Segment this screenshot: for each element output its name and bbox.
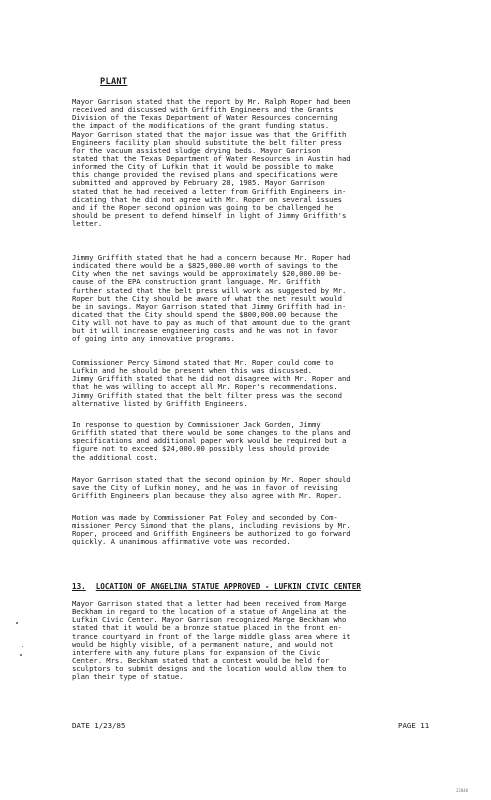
- page-number: PAGE 11: [398, 721, 430, 730]
- text-line: Division of the Texas Department of Water Resources concerning: [72, 114, 338, 123]
- text-line: informed the City of Lufkin that it would be possible to make: [72, 163, 334, 172]
- section-title: [72, 582, 452, 591]
- text-line: In response to question by Commissioner Jack Gorden, Jimmy: [72, 421, 321, 429]
- text-line: City will not have to pay as much of that amount due to the grant: [72, 319, 351, 328]
- text-line: figure not to exceed $24,000.00 possibly less should provide: [72, 445, 330, 454]
- text-line: trance courtyard in front of the large middle glass area where it: [72, 632, 351, 641]
- text-line: Jimmy Griffith stated that he did not disagree with Mr. Roper and: [72, 375, 351, 384]
- text-line: this change provided the revised plans and specifications were: [72, 171, 338, 180]
- text-line: Jimmy Griffith stated that the belt filter press was the second: [72, 391, 342, 400]
- text-line: submitted and approved by February 28, 1985. Mayor Garrison: [72, 179, 325, 188]
- text-line: Mayor Garrison stated that the report by Mr. Ralph Roper had been: [72, 98, 351, 106]
- paragraph-statue: [72, 600, 444, 681]
- text-line: Jimmy Griffith stated that he had a concern because Mr. Roper had: [72, 254, 351, 262]
- text-line: be in savings. Mayor Garrison stated that Jimmy Griffith had in-: [72, 302, 347, 311]
- scan-speck: [20, 654, 22, 656]
- text-line: missioner Percy Simond that the plans, including revisions by Mr.: [72, 522, 351, 531]
- section-title-text: LOCATION OF ANGELINA STATUE APPROVED - LUFKIN CIVIC CENTER: [95, 582, 361, 591]
- text-line: quickly. A unanimous affirmative vote was recorded.: [72, 538, 291, 547]
- text-line: Griffith Engineers plan because they also agree with Mr. Roper.: [72, 492, 342, 501]
- text-line: plan their type of statue.: [72, 673, 184, 682]
- text-line: Griffith stated that there would be some changes to the plans and: [72, 429, 351, 438]
- paragraph-simond: [72, 359, 444, 408]
- text-line: for the vacuum assisted sludge drying beds. Mayor Garrison: [72, 146, 321, 155]
- text-line: save the City of Lufkin money, and he was in favor of revising: [72, 484, 338, 493]
- paragraph-griffith-concern: [72, 254, 444, 344]
- text-line: interfere with any future plans for expansion of the Civic: [72, 648, 321, 657]
- text-line: and if the Roper second opinion was going to be challenged he: [72, 203, 334, 212]
- paragraph-motion: [72, 514, 444, 547]
- text-line: further stated that the belt press will work as suggested by Mr.: [72, 286, 347, 295]
- text-line: cause of the EPA construction grant language. Mr. Griffith: [72, 278, 321, 287]
- text-line: dicated that the City should spend the $800,000.00 because the: [72, 310, 338, 319]
- text-line: Commissioner Percy Simond stated that Mr. Roper could come to: [72, 359, 334, 367]
- text-line: Beckham in regard to the location of a statue of Angelina at the: [72, 608, 347, 617]
- text-line: Engineers facility plan should substitute the belt filter press: [72, 138, 342, 147]
- text-line: dicating that he did not agree with Mr. Roper on several issues: [72, 195, 342, 204]
- paragraph-second-opinion: [72, 476, 444, 500]
- text-line: stated that it would be a bronze statue placed in the front en-: [72, 624, 342, 633]
- text-line: Center. Mrs. Beckham stated that a contest would be held for: [72, 656, 330, 665]
- text-line: the impact of the modifications of the grant funding status.: [72, 122, 330, 131]
- text-line: Motion was made by Commissioner Pat Foley and seconded by Com-: [72, 514, 338, 522]
- text-line: the additional cost.: [72, 453, 158, 462]
- text-line: would be highly visible, of a permanent nature, and would not: [72, 640, 334, 649]
- text-line: of going into any innovative programs.: [72, 335, 235, 344]
- text-line: Mayor Garrison stated that the major issue was that the Griffith: [72, 130, 347, 139]
- text-line: Lufkin and he should be present when this was discussed.: [72, 367, 312, 376]
- text-line: sculptors to submit designs and the location would allow them to: [72, 665, 347, 674]
- text-line: Mayor Garrison stated that a letter had been received from Marge: [72, 600, 347, 608]
- paragraph-gorden-question: [72, 421, 444, 462]
- text-line: Lufkin Civic Center. Mayor Garrison recognized Marge Beckham who: [72, 616, 347, 625]
- text-line: Roper, proceed and Griffith Engineers be authorized to go forward: [72, 530, 351, 539]
- footer-date: DATE 1/23/85: [72, 721, 126, 730]
- paragraph-report: [72, 98, 444, 228]
- text-line: should be present to defend himself in light of Jimmy Griffith's: [72, 211, 347, 220]
- scan-speck: [16, 622, 18, 624]
- text-line: but it will increase engineering costs and he was not in favor: [72, 327, 338, 336]
- scan-speck: [22, 646, 23, 647]
- text-line: received and discussed with Griffith Engineers and the Grants: [72, 106, 334, 115]
- section-number: 13.: [72, 582, 86, 591]
- margin-mark: 22040: [456, 788, 469, 793]
- text-line: City when the net savings would be approximately $20,000.00 be-: [72, 270, 342, 279]
- text-line: Mayor Garrison stated that the second opinion by Mr. Roper should: [72, 476, 351, 484]
- text-line: alternative listed by Griffith Engineers.: [72, 399, 248, 408]
- text-line: letter.: [72, 220, 102, 229]
- text-line: indicated there would be a $825,000.00 worth of savings to the: [72, 262, 338, 271]
- text-line: that he was willing to accept all Mr. Roper's recommendations.: [72, 383, 338, 392]
- text-line: Roper but the City should be aware of what the net result would: [72, 294, 342, 303]
- text-line: specifications and additional paper work would be required but a: [72, 437, 347, 446]
- section-heading: PLANT: [100, 77, 128, 87]
- text-line: stated that he had received a letter from Griffith Engineers in-: [72, 187, 347, 196]
- text-line: stated that the Texas Department of Water Resources in Austin had: [72, 154, 351, 163]
